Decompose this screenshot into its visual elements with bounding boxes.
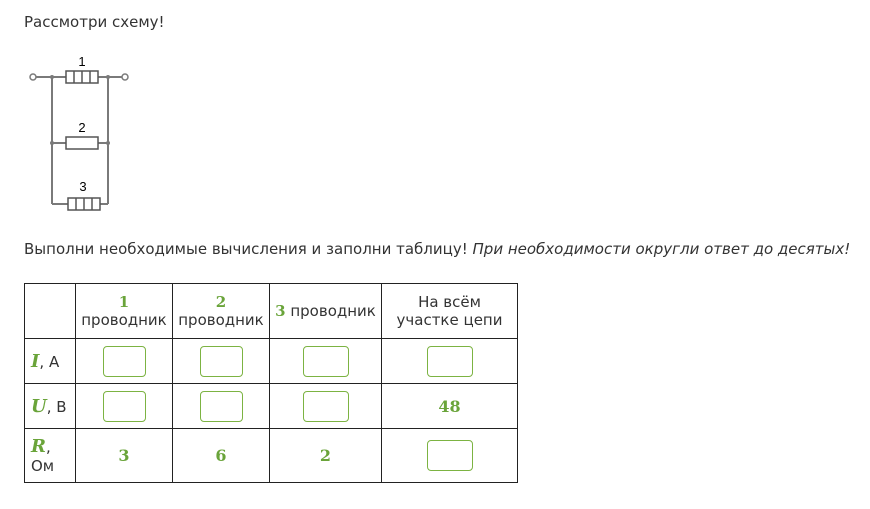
resistor-2 — [66, 137, 98, 149]
table-row-resistance — [25, 429, 518, 483]
header-conductor-3: 3 проводник — [270, 284, 382, 339]
table-row-voltage — [25, 384, 518, 429]
resistor-3-label: 3 — [79, 179, 87, 194]
row-label-voltage: U, В — [25, 384, 76, 429]
resistor-3 — [68, 198, 100, 210]
header-conductor-2: 2 проводник — [173, 284, 270, 339]
resistance-value-3: 2 — [319, 446, 332, 465]
table-header-row — [25, 284, 518, 339]
task-main: Выполни необходимые вычисления и заполни таблицу! — [24, 240, 468, 258]
task-hint: При необходимости округли ответ до десятых! — [472, 240, 851, 258]
header-corner — [25, 284, 76, 339]
resistor-1-label: 1 — [78, 54, 86, 69]
task-text — [24, 240, 850, 258]
input-current-1[interactable] — [103, 346, 146, 377]
input-resistance-total[interactable] — [427, 440, 473, 471]
terminal-right — [122, 74, 128, 80]
input-current-2[interactable] — [200, 346, 243, 377]
row-label-current: I, А — [25, 339, 76, 384]
resistance-value-1: 3 — [118, 446, 130, 465]
header-conductor-1: 1 проводник — [76, 284, 173, 339]
row-label-resistance: R, Ом — [25, 429, 76, 483]
circuit-diagram — [24, 50, 139, 220]
voltage-total-value: 48 — [438, 396, 461, 416]
resistor-1 — [66, 71, 98, 83]
input-current-total[interactable] — [427, 346, 473, 377]
input-voltage-3[interactable] — [303, 391, 349, 422]
resistor-2-label: 2 — [78, 120, 86, 135]
input-voltage-2[interactable] — [200, 391, 243, 422]
input-voltage-1[interactable] — [103, 391, 146, 422]
terminal-left — [30, 74, 36, 80]
table-row-current — [25, 339, 518, 384]
results-table — [24, 283, 518, 483]
intro-text: Рассмотри схему! — [24, 13, 165, 31]
input-current-3[interactable] — [303, 346, 349, 377]
resistance-value-2: 6 — [215, 446, 227, 465]
header-whole-circuit: На всём участке цепи — [382, 284, 518, 339]
